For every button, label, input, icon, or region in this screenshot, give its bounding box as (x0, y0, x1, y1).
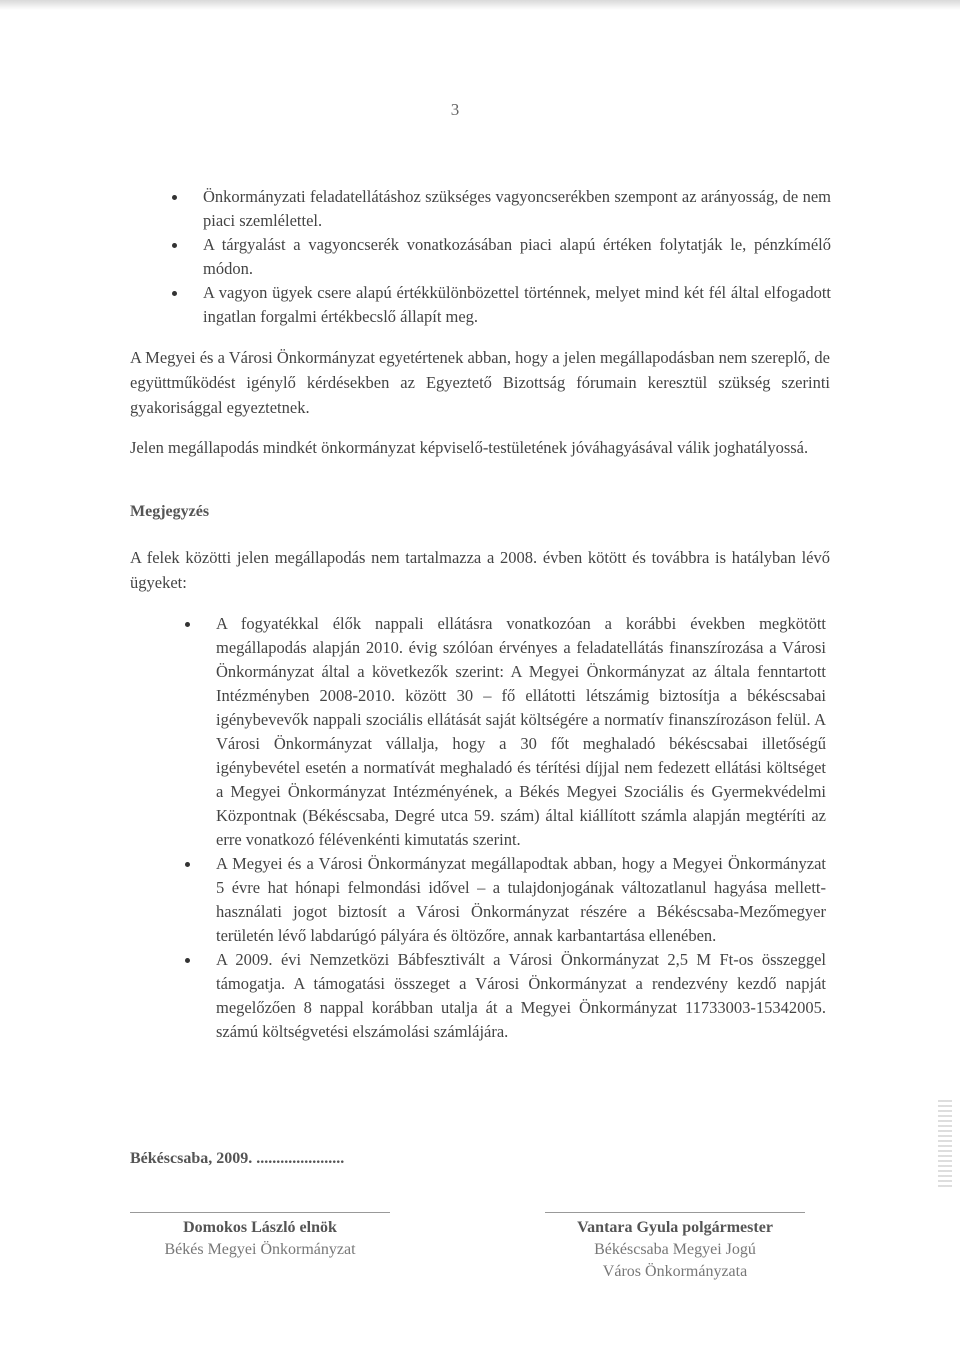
note-bullet-list (216, 612, 826, 1044)
list-item: A 2009. évi Nemzetközi Bábfesztivált a Városi Önkormányzat 2,5 M Ft-os összeggel támogatja. A támogatási összeget a Városi Önkormányzat a rendezvény kezdő napját megelőzően 8 nappal korábban utalja át a Megyei Önkormányzat 11733003-15342005. számú költségvetési elszámolási számlájára. (216, 948, 826, 1044)
page-number: 3 (450, 100, 460, 119)
bullet-icon (172, 243, 177, 248)
signature-line-right (545, 1212, 805, 1213)
list-item: A tárgyalást a vagyoncserék vonatkozásában piaci alapú értéken folytatják le, pénzkímélő módon. (203, 233, 831, 281)
bullet-icon (172, 195, 177, 200)
bullet-icon (185, 622, 190, 627)
note-intro: A felek közötti jelen megállapodás nem tartalmazza a 2008. évben kötött és továbbra is hatályban lévő ügyeket: (130, 548, 830, 592)
signatory-role-right-1: Békéscsaba Megyei Jogú (594, 1241, 756, 1258)
signature-line-left (130, 1212, 390, 1213)
note-heading: Megjegyzés (130, 503, 210, 520)
bullet-icon (172, 291, 177, 296)
scan-edge-artifact (938, 1100, 952, 1190)
list-item: A Megyei és a Városi Önkormányzat megállapodtak abban, hogy a Megyei Önkormányzat 5 évre hat hónapi felmondási idővel – a tulajdonjogának változatlanul hagyása mellett- használati jogot biztosít a Városi Önkormányzat részére a Békéscsaba-Mezőmegyer területén lévő labdarúgó pályára és öltözőre, annak karbantartása ellenében. (216, 852, 826, 948)
place-date: Békéscsaba, 2009. ...................... (130, 1150, 345, 1167)
bullet-icon (185, 862, 190, 867)
signatory-role-right-2: Város Önkormányzata (602, 1263, 748, 1280)
list-item: Önkormányzati feladatellátáshoz szükséges vagyoncserékben szempont az arányosság, de nem piaci szemlélettel. (203, 185, 831, 233)
scan-top-shadow (0, 0, 960, 10)
signatory-role-left: Békés Megyei Önkormányzat (164, 1241, 356, 1258)
signature-left (120, 1217, 400, 1261)
signature-right (535, 1217, 815, 1283)
paragraph-validity: Jelen megállapodás mindkét önkormányzat képviselő-testületének jóváhagyásával válik joghatályossá. (130, 438, 809, 457)
list-item: A vagyon ügyek csere alapú értékkülönbözettel történnek, melyet mind két fél által elfogadott ingatlan forgalmi értékbecslő állapít meg. (203, 281, 831, 329)
list-item: A fogyatékkal élők nappali ellátásra vonatkozóan a korábbi években megkötött megállapodás alapján 2010. évig szólóan érvényes a feladatellátás finanszírozása a Városi Önkormányzat által a következők szerint: A Megyei Önkormányzat az általa fenntartott Intézményben 2008-2010. között 30 – fő ellátotti létszámig biztosítja a békéscsabai igénybevevők nappali szociális ellátását saját költségére a normatív finanszírozáson felül. A Városi Önkormányzat vállalja, hogy a 30 főt meghaladó békéscsabai illetőségű igénybevétel esetén a normatívát meghaladó és térítési díjjal nem fedezett ellátási költséget a Megyei Önkormányzat Intézményének, a Békés Megyei Szociális és Gyermekvédelmi Központnak (Békéscsaba, Degré utca 59. szám) által kiállított számla alapján megtéríti az erre vonatkozó félévenkénti kimutatás szerint. (216, 612, 826, 852)
signatory-name-right: Vantara Gyula polgármester (577, 1219, 773, 1236)
signatory-name-left: Domokos László elnök (183, 1219, 337, 1236)
paragraph-agreement-scope: A Megyei és a Városi Önkormányzat egyetértenek abban, hogy a jelen megállapodásban nem szereplő, de együttműködést igénylő kérdésekben az Egyeztető Bizottság fórumain keresztül szükség szerinti gyakorisággal egyeztetnek. (130, 348, 830, 417)
bullet-icon (185, 958, 190, 963)
top-bullet-list (203, 185, 831, 329)
